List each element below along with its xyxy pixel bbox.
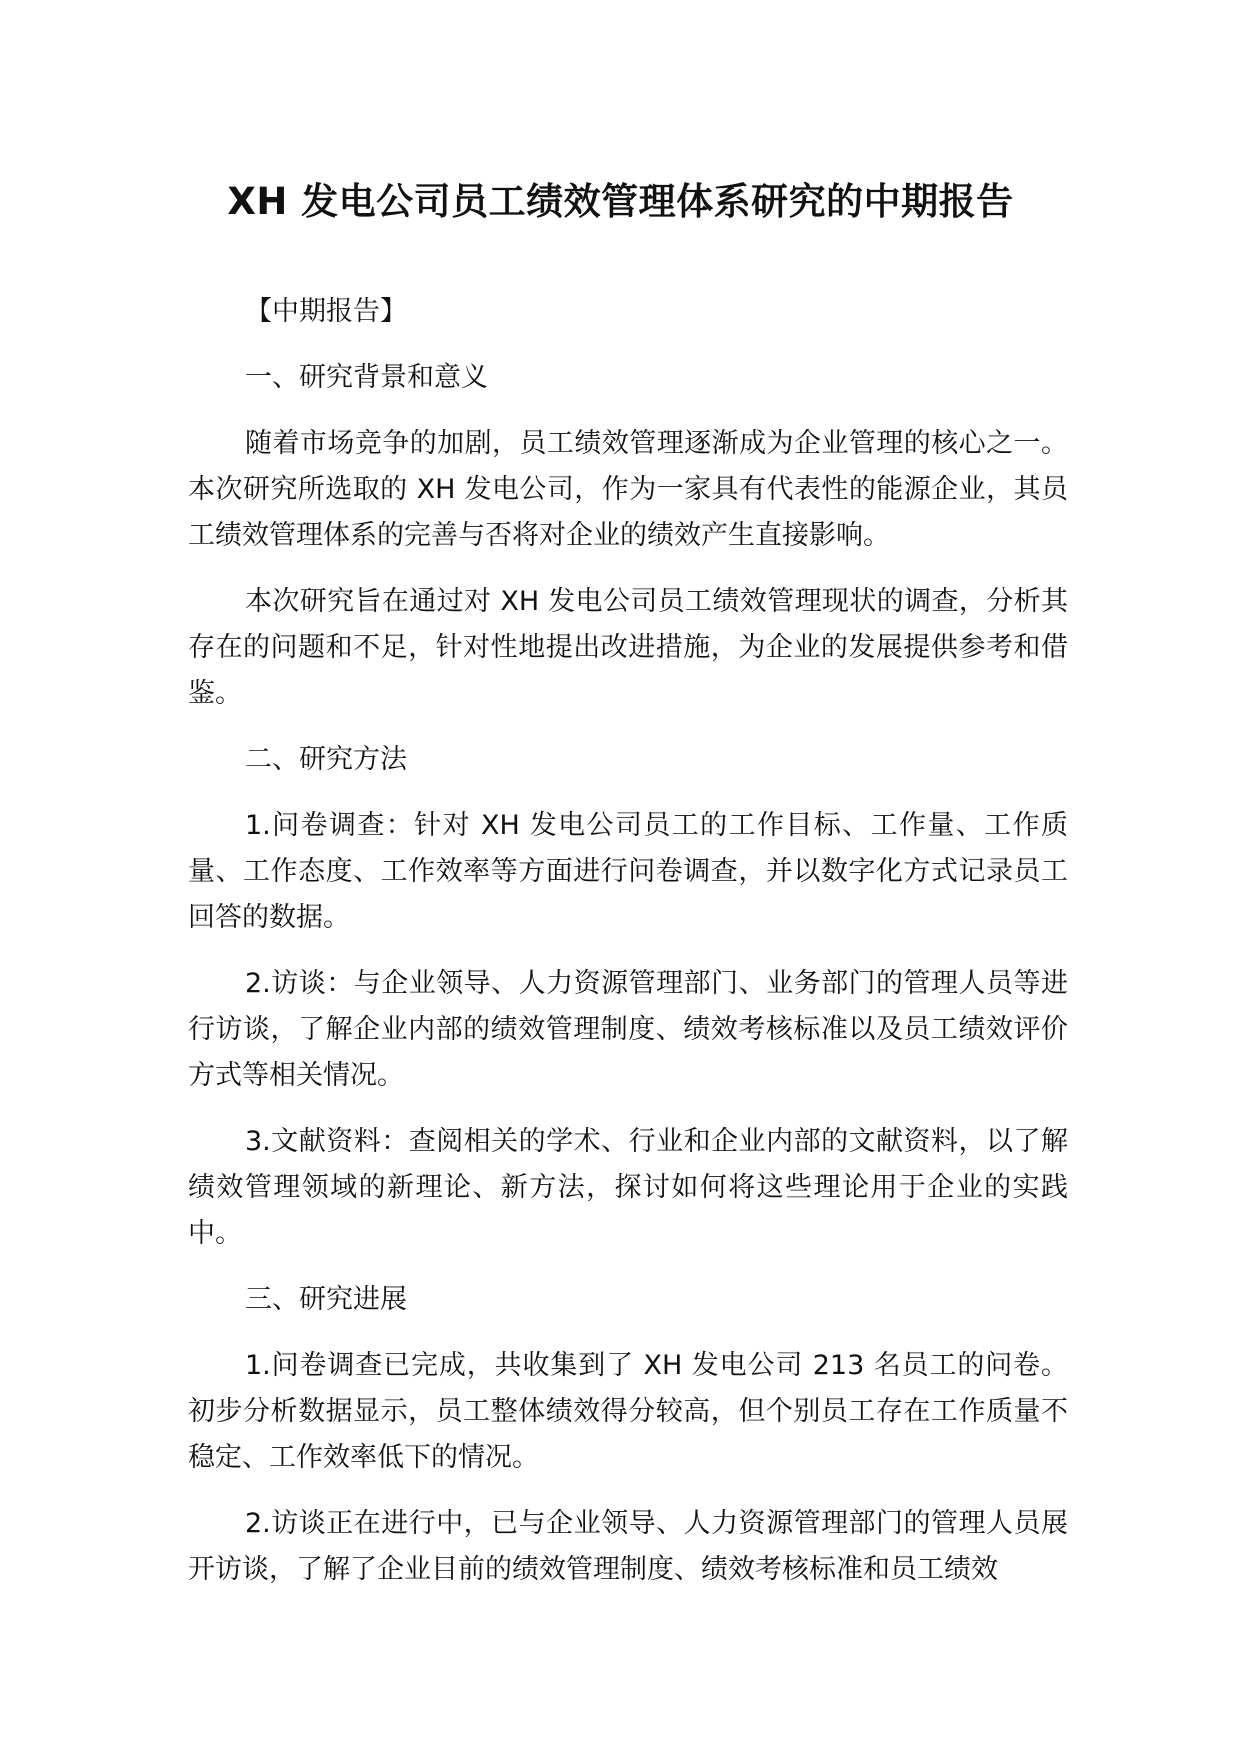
section-heading-background: 一、研究背景和意义 xyxy=(245,362,488,393)
paragraph: 本次研究旨在通过对 XH 发电公司员工绩效管理现状的调查，分析其存在的问题和不足，针对性地提出改进措施，为企业的发展提供参考和借鉴。 xyxy=(188,586,1068,709)
paragraph: 1.问卷调查已完成，共收集到了 XH 发电公司 213 名员工的问卷。初步分析数据显示，员工整体绩效得分较高，但个别员工存在工作质量不稳定、工作效率低下的情况。 xyxy=(188,1350,1068,1473)
paragraph: 2.访谈正在进行中，已与企业领导、人力资源管理部门的管理人员展开访谈，了解了企业目前的绩效管理制度、绩效考核标准和员工绩效 xyxy=(188,1508,1068,1585)
document-body xyxy=(188,289,1068,1613)
paragraph: 2.访谈：与企业领导、人力资源管理部门、业务部门的管理人员等进行访谈，了解企业内部的绩效管理制度、绩效考核标准以及员工绩效评价方式等相关情况。 xyxy=(188,968,1068,1091)
paragraph: 1.问卷调查：针对 XH 发电公司员工的工作目标、工作量、工作质量、工作态度、工作效率等方面进行问卷调查，并以数字化方式记录员工回答的数据。 xyxy=(188,810,1068,933)
section-heading-progress: 三、研究进展 xyxy=(245,1284,407,1315)
paragraph: 随着市场竞争的加剧，员工绩效管理逐渐成为企业管理的核心之一。本次研究所选取的 XH 发电公司，作为一家具有代表性的能源企业，其员工绩效管理体系的完善与否将对企业的绩效产生直接影响。 xyxy=(188,428,1068,551)
document-title: XH 发电公司员工绩效管理体系研究的中期报告 xyxy=(227,180,1014,223)
section-label: 【中期报告】 xyxy=(245,296,407,327)
paragraph: 3.文献资料：查阅相关的学术、行业和企业内部的文献资料，以了解绩效管理领域的新理论、新方法，探讨如何将这些理论用于企业的实践中。 xyxy=(188,1126,1068,1249)
section-heading-methods: 二、研究方法 xyxy=(245,744,407,775)
